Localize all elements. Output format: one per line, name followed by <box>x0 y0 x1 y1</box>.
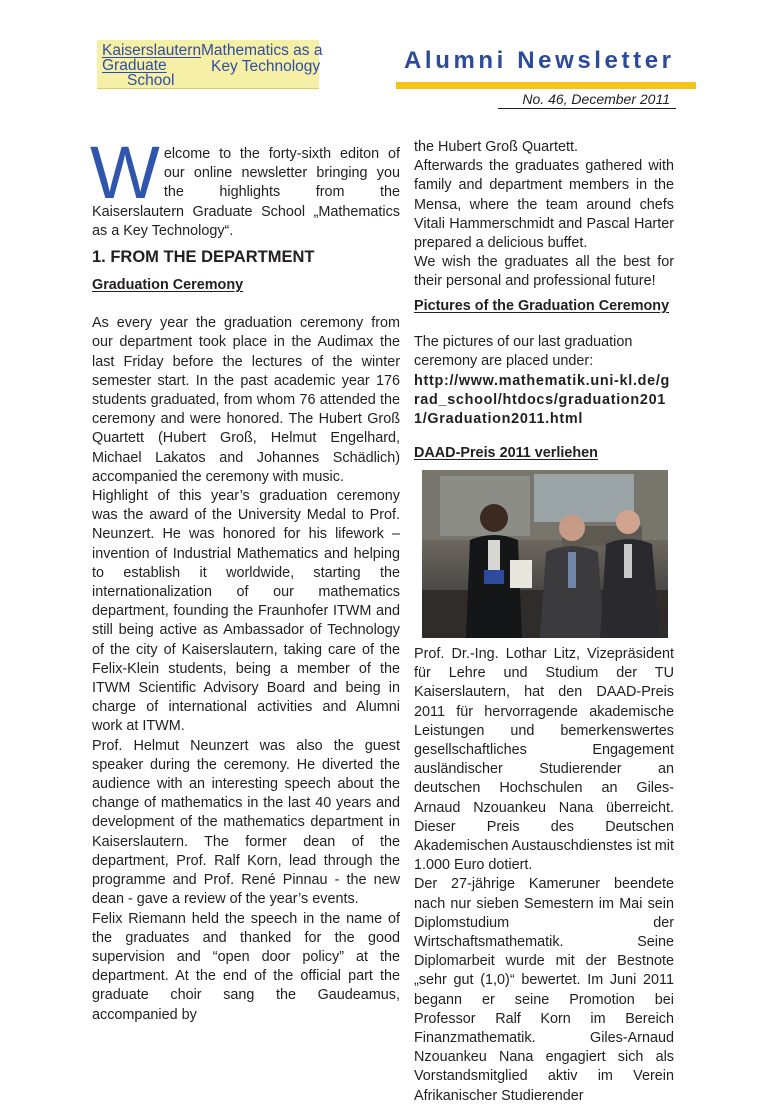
pictures-text: The pictures of our last graduation ceremony are placed under: <box>414 334 633 370</box>
welcome-paragraph <box>90 131 400 241</box>
paragraph-university-medal: Highlight of this year’s graduation ceremony was the award of the University Medal to Prof. Neunzert. He was honored for his lifework – invention of Industrial Mathematics and helping to establish it worldwide, starting the internationalization of our mathematics department, founding the Fraunhofer ITWM and still being active as Ambassador of Technology of the city of Kaiserslautern, taking care of the Felix-Klein students, being a member of the ITWM Scientific Advisory Board and being in charge of international activities and Alumni work at ITWM. <box>92 488 400 735</box>
paragraph-mensa: Afterwards the graduates gathered with family and department members in the Mensa, where the team around chefs Vitali Hammerschmidt and Pascal Harter prepared a delicious buffet. <box>414 158 674 252</box>
logo-text-kaiserslautern: Kaiserslautern <box>102 42 202 59</box>
pictures-link[interactable] <box>414 372 674 430</box>
issue-number: No. 46, December 2011 <box>522 91 670 107</box>
right-column-top <box>414 138 674 292</box>
welcome-text: elcome to the forty-sixth editon of our online newsletter bringing you the highlights from the Kaiserslautern Graduate School „Mathematics as a Key Technology“. <box>92 146 400 239</box>
section-heading-department: 1. FROM THE DEPARTMENT <box>92 248 315 266</box>
paragraph-wishes: We wish the graduates all the best for their personal and professional future! <box>414 254 674 290</box>
paragraph-ceremony: As every year the graduation ceremony from our department took place in the Audimax the last Friday before the lectures of the winter semester start. In the past academic year 176 students graduated, from whom 76 attended the ceremony and were honored. The Hubert Groß Quartett (Hubert Groß, Helmut Engelhard, Michael Lakatos and Johannes Schädlich) accompanied the ceremony with music. <box>92 315 400 485</box>
title-accent-bar <box>396 82 696 89</box>
newsletter-title: Alumni Newsletter <box>404 47 675 74</box>
daad-heading-wrap <box>414 444 674 463</box>
issue-divider <box>498 108 676 109</box>
logo-text-key-technology: Key Technology <box>211 58 321 75</box>
left-column <box>92 276 400 1025</box>
daad-award-photo <box>422 470 668 638</box>
pictures-section <box>414 297 674 429</box>
graduate-school-logo <box>97 40 323 89</box>
subheading-pictures: Pictures of the Graduation Ceremony <box>414 298 670 314</box>
subheading-daad: DAAD-Preis 2011 verliehen <box>414 445 598 461</box>
paragraph-graduate-speech: Felix Riemann held the speech in the name of the graduates and thanked for the good supervision and “open door policy” at the department. At the end of the official part the graduate choir sang the Gaudeamus, accompanied by <box>92 910 400 1023</box>
subheading-graduation-ceremony: Graduation Ceremony <box>92 277 244 293</box>
logo-text-school: School <box>127 72 175 89</box>
paragraph-kameruner: Der 27-jährige Kameruner beendete nach nur sieben Semestern im Mai sein Diplomstudium der Wirtschaftsmathematik. Seine Diplomarbeit wurde mit der Bestnote „sehr gut (1,0)“ bewertet. Im Juni 2011 begann er seine Promotion bei Professor Ralf Korn im Bereich Finanzmathematik. Giles-Arnaud Nzouankeu Nana engagiert sich als Vorstandsmitglied aktiv im Verein Afrikanischer Studierender <box>414 876 674 1104</box>
graduation-pictures-link[interactable]: http://www.mathematik.uni-kl.de/grad_school/htdocs/graduation2011/Graduation2011.html <box>414 372 671 428</box>
paragraph-daad-award: Prof. Dr.-Ing. Lothar Litz, Vizepräsident für Lehre und Studium der TU Kaiserslautern, hat den DAAD-Preis 2011 für hervorragende akademische Leistungen und bemerkenswertes gesellschaftliches Engagement ausländischer Studierender an deutschen Hochschulen an Giles-Arnaud Nzouankeu Nana überreicht. Dieser Preis des Deutschen Akademischen Austauschdienstes ist mit 1.000 Euro dotiert. <box>414 646 674 874</box>
paragraph-guest-speaker: Prof. Helmut Neunzert was also the guest speaker during the ceremony. He diverted the audience with an interesting speech about the change of mathematics in the last 40 years and development of the mathematics department in Kaiserslautern. The former dean of the department, Prof. Ralf Korn, lead through the programme and Prof. René Pinnau - the new dean - gave a review of the year’s events. <box>92 737 400 908</box>
drop-cap: W <box>90 131 160 214</box>
paragraph-quartett: the Hubert Groß Quartett. <box>414 139 578 155</box>
logo-text-mathematics: Mathematics as a <box>201 42 323 59</box>
logo-text-graduate: Graduate <box>102 57 167 74</box>
daad-text <box>414 645 674 1106</box>
